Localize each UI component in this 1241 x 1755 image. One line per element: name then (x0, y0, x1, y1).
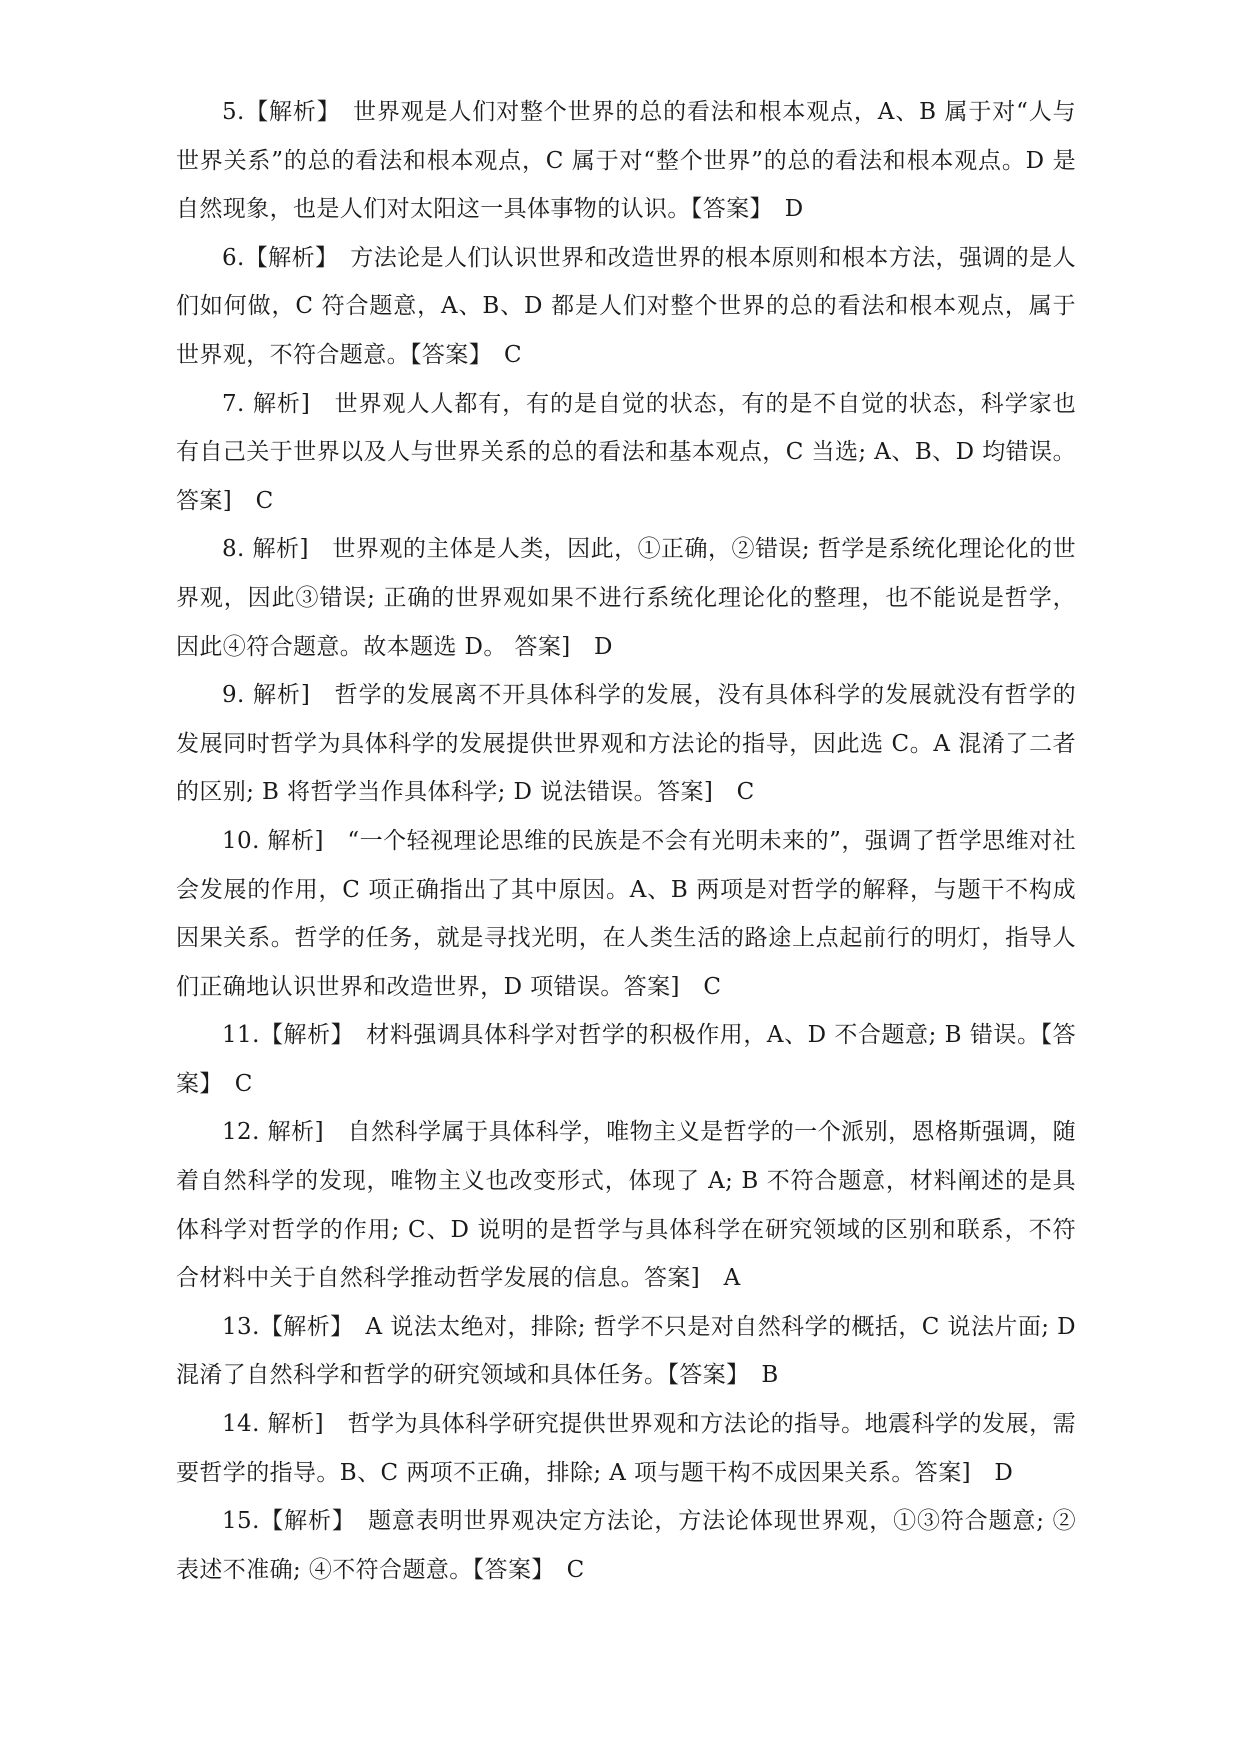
answer-item-8: 8. 解析] 世界观的主体是人类，因此，①正确，②错误; 哲学是系统化理论化的世界观，因此③错误; 正确的世界观如果不进行系统化理论化的整理，也不能说是哲学，因此④符合题意。故本题选 D。 答案] D (176, 536, 1076, 660)
answer-item-14: 14. 解析] 哲学为具体科学研究提供世界观和方法论的指导。地震科学的发展，需要哲学的指导。B、C 两项不正确，排除; A 项与题干构不成因果关系。答案] D (176, 1411, 1076, 1486)
answer-item-6: 6.【解析】 方法论是人们认识世界和改造世界的根本原则和根本方法，强调的是人们如何做，C 符合题意，A、B、D 都是人们对整个世界的总的看法和根本观点，属于世界观，不符合题意。【答案】 C (176, 244, 1076, 368)
answer-item-10: 10. 解析] “一个轻视理论思维的民族是不会有光明未来的”，强调了哲学思维对社会发展的作用，C 项正确指出了其中原因。A、B 两项是对哲学的解释，与题干不构成因果关系。哲学的任务，就是寻找光明，在人类生活的路途上点起前行的明灯，指导人们正确地认识世界和改造世界，D 项错误。答案] C (176, 827, 1076, 1000)
answer-item-13: 13.【解析】 A 说法太绝对，排除; 哲学不只是对自然科学的概括，C 说法片面; D 混淆了自然科学和哲学的研究领域和具体任务。【答案】 B (176, 1313, 1076, 1389)
answer-item-7: 7. 解析] 世界观人人都有，有的是自觉的状态，有的是不自觉的状态，科学家也有自己关于世界以及人与世界关系的总的看法和基本观点，C 当选; A、B、D 均错误。答案] C (176, 390, 1076, 514)
answer-item-5: 5.【解析】 世界观是人们对整个世界的总的看法和根本观点，A、B 属于对“人与世界关系”的总的看法和根本观点，C 属于对“整个世界”的总的看法和根本观点。D 是自然现象，也是人们对太阳这一具体事物的认识。【答案】 D (176, 99, 1076, 223)
answer-item-11: 11.【解析】 材料强调具体科学对哲学的积极作用，A、D 不合题意; B 错误。【答案】 C (176, 1022, 1076, 1097)
answer-item-12: 12. 解析] 自然科学属于具体科学，唯物主义是哲学的一个派别，恩格斯强调，随着自然科学的发现，唯物主义也改变形式，体现了 A; B 不符合题意，材料阐述的是具体科学对哲学的作用; C、D 说明的是哲学与具体科学在研究领域的区别和联系，不符合材料中关于自然科学推动哲学发展的信息。答案] A (176, 1119, 1076, 1292)
answer-item-9: 9. 解析] 哲学的发展离不开具体科学的发展，没有具体科学的发展就没有哲学的发展同时哲学为具体科学的发展提供世界观和方法论的指导，因此选 C。A 混淆了二者的区别; B 将哲学当作具体科学; D 说法错误。答案] C (176, 682, 1076, 806)
answer-item-15: 15.【解析】 题意表明世界观决定方法论，方法论体现世界观，①③符合题意; ②表述不准确; ④不符合题意。【答案】 C (176, 1508, 1076, 1583)
answer-list (176, 88, 1076, 1594)
